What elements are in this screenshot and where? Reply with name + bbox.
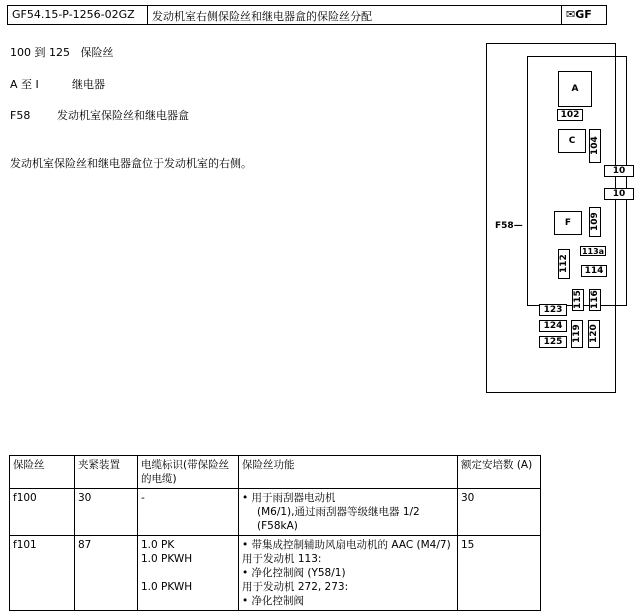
col-function: 保险丝功能	[239, 456, 458, 489]
cable-cell: -	[138, 489, 239, 536]
table-header-row	[10, 456, 541, 489]
fuse-cell: f100	[10, 489, 75, 536]
fuse-116: 116	[590, 290, 600, 310]
fuse-119: 119	[571, 320, 583, 348]
fuse-120: 120	[588, 320, 600, 348]
document-header	[7, 5, 607, 25]
table-row	[10, 489, 541, 536]
col-cable: 电缆标识(带保险丝的电缆)	[138, 456, 239, 489]
function-cell: • 用于雨刮器电动机 (M6/1),通过雨刮器等级继电器 1/2 (F58kA)	[239, 489, 458, 536]
amps-cell: 30	[458, 489, 541, 536]
legend-fuses: 100 到 125 保险丝	[10, 46, 114, 59]
cable-cell: 1.0 PK 1.0 PKWH 1.0 PKWH	[138, 536, 239, 611]
diagram-label-f58: F58—	[495, 221, 523, 231]
relay-a: A	[558, 71, 592, 107]
fuse-104: 104	[589, 129, 601, 163]
clamp-cell: 30	[75, 489, 138, 536]
fuse-125: 125	[539, 336, 567, 348]
fuse-113a: 113a	[581, 246, 605, 256]
fuse-102: 102	[557, 109, 583, 121]
fuse-10b: 10	[604, 188, 634, 200]
doc-title: 发动机室右侧保险丝和继电器盒的保险丝分配	[148, 6, 562, 24]
legend-box: F58 发动机室保险丝和继电器盒	[10, 109, 189, 122]
col-fuse: 保险丝	[10, 456, 75, 489]
fuse-cell: f101	[10, 536, 75, 611]
col-amps: 额定安培数 (A)	[458, 456, 541, 489]
fuse-123: 123	[539, 304, 567, 316]
fuse-10a: 10	[604, 165, 634, 177]
table-row	[10, 536, 541, 611]
fuse-115: 115	[573, 290, 583, 310]
fuse-109: 109	[589, 207, 601, 237]
fuse-112: 112	[558, 249, 570, 279]
relay-c: C	[558, 129, 586, 153]
relay-f: F	[554, 211, 582, 235]
doc-id: GF54.15-P-1256-02GZ	[8, 6, 148, 24]
fuse-box-diagram	[486, 43, 626, 393]
function-cell: • 带集成控制辅助风扇电动机的 AAC (M4/7) 用于发动机 113: • 净化控制阀 (Y58/1) 用于发动机 272, 273: • 净化控制阀	[239, 536, 458, 611]
brand-logo: ✉GF	[566, 8, 592, 21]
legend-relays: A 至 I 继电器	[10, 78, 105, 91]
amps-cell: 15	[458, 536, 541, 611]
fuse-114: 114	[581, 265, 607, 277]
clamp-cell: 87	[75, 536, 138, 611]
fuse-124: 124	[539, 320, 567, 332]
fuse-table	[9, 455, 541, 611]
description-text: 发动机室保险丝和继电器盒位于发动机室的右侧。	[10, 157, 252, 170]
col-clamp: 夹紧装置	[75, 456, 138, 489]
